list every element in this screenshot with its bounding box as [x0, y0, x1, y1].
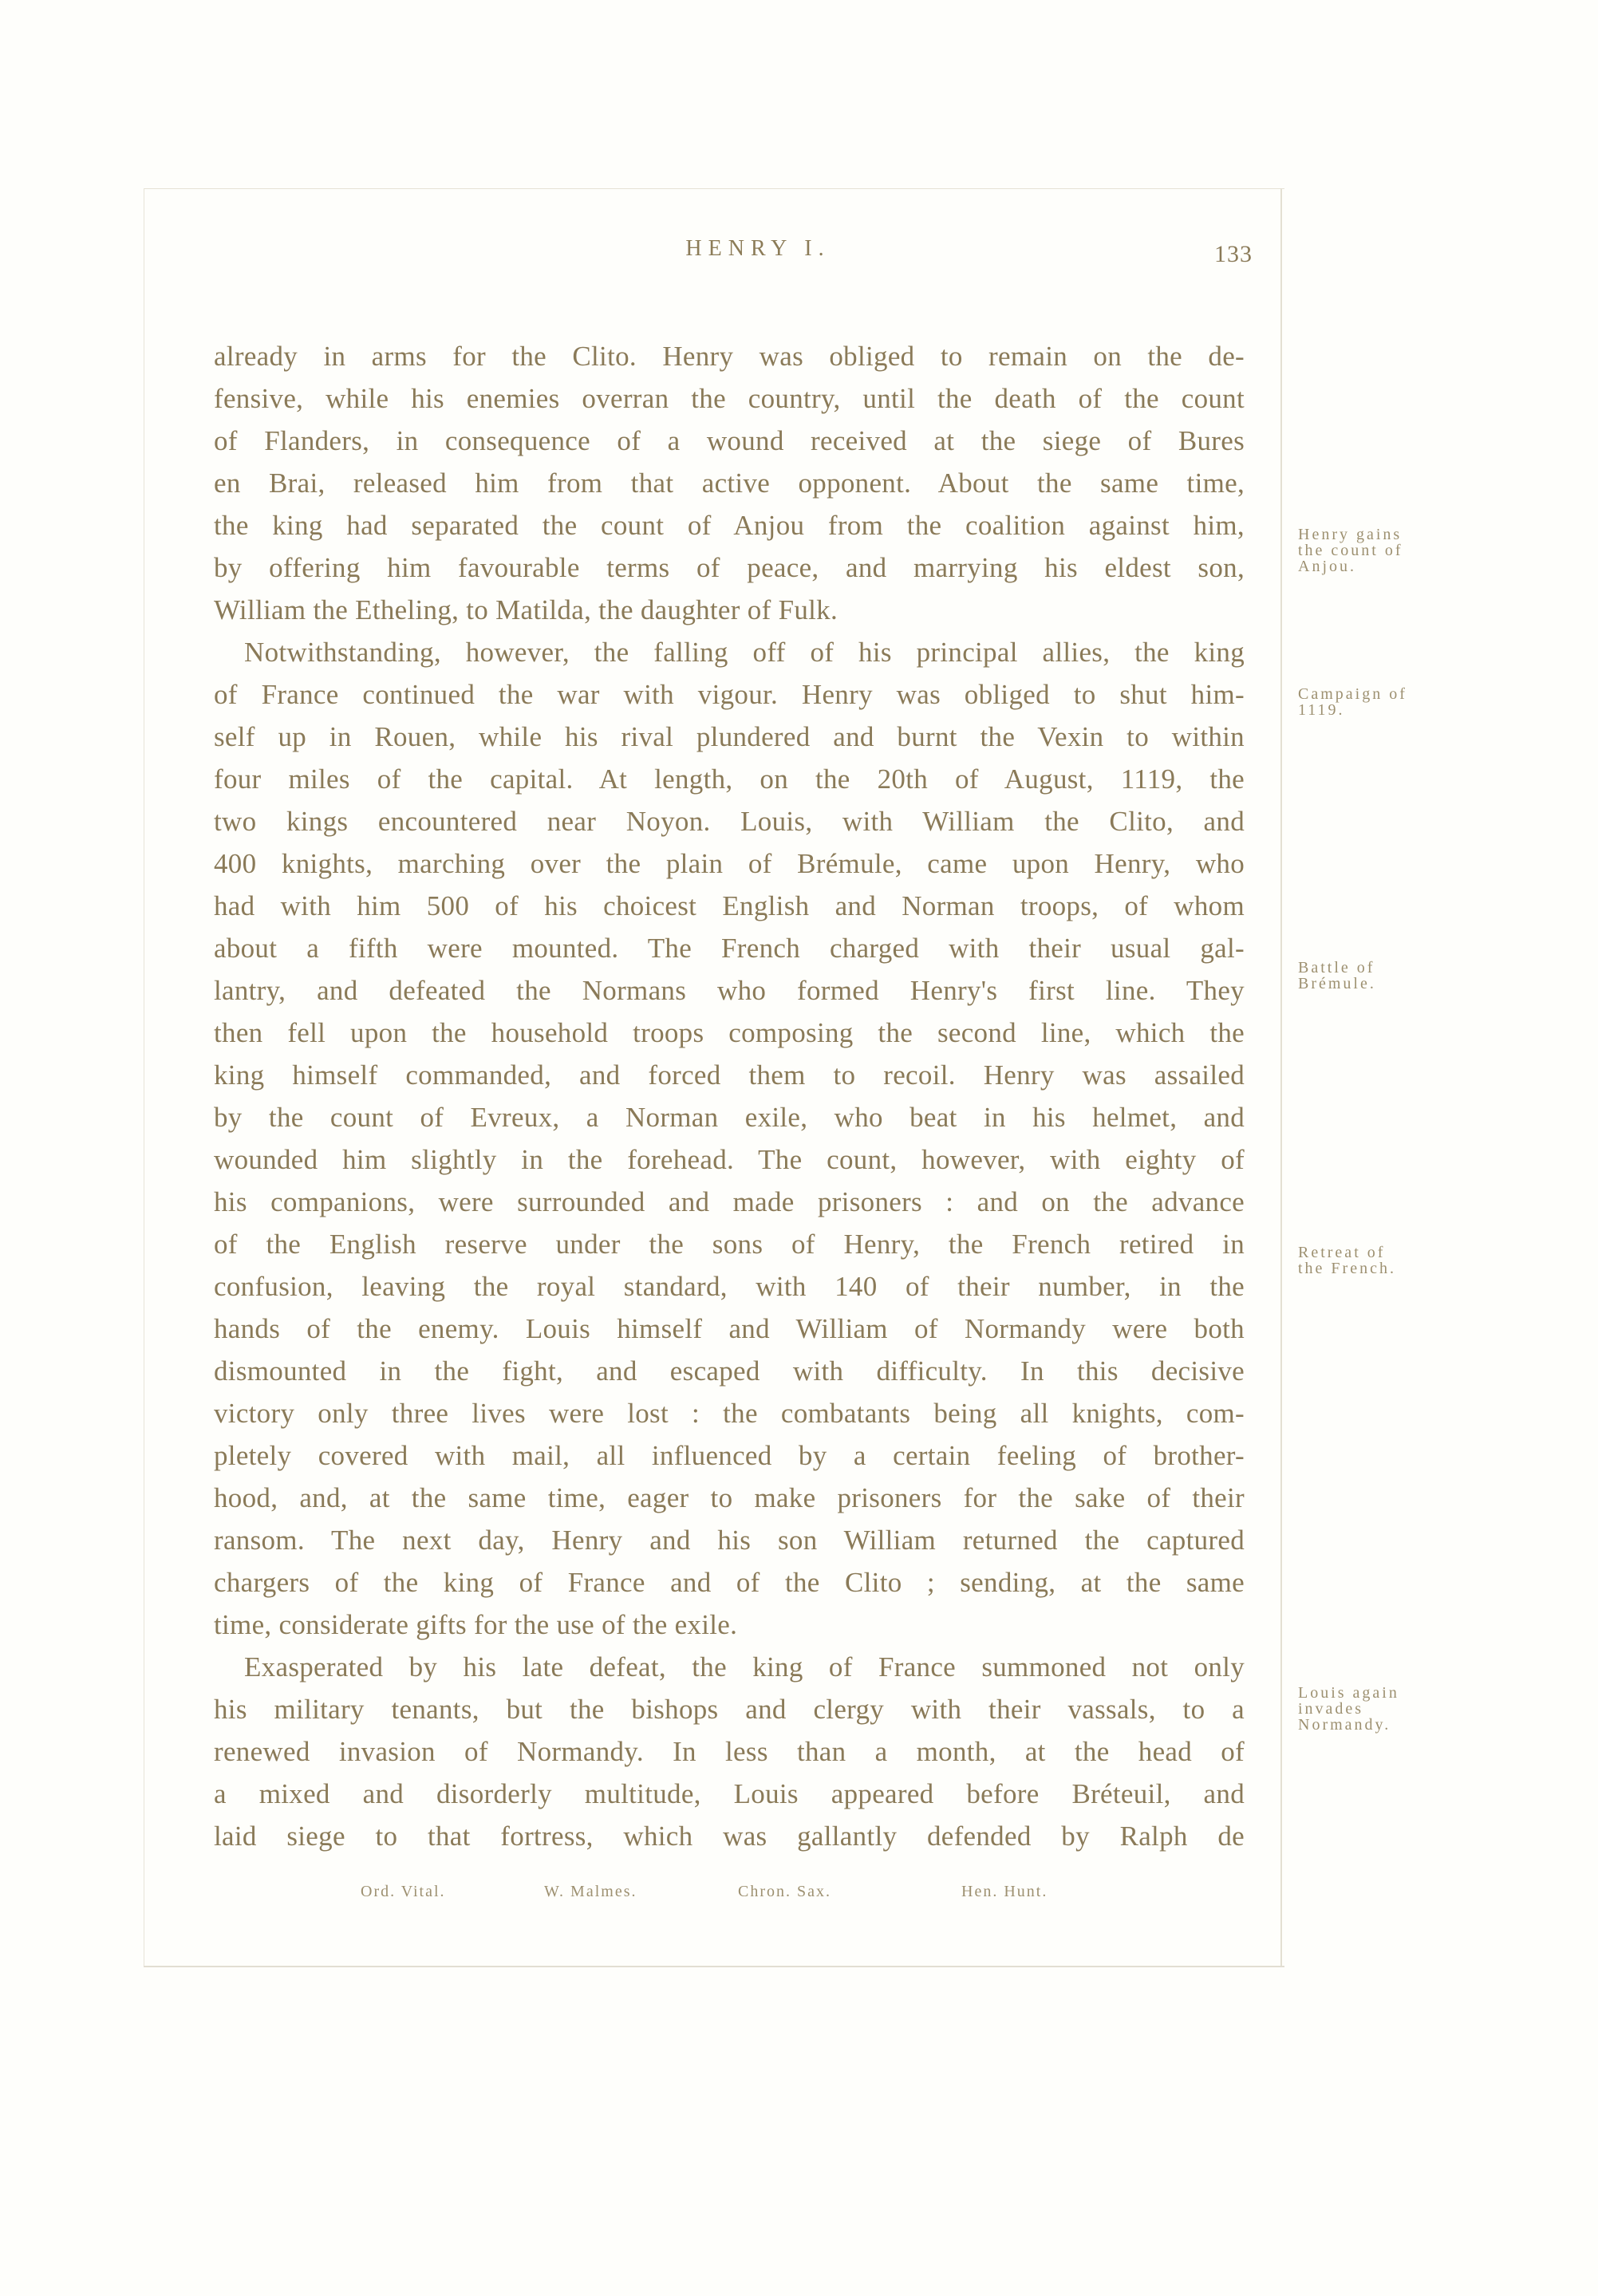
text-line: self up in Rouen, while his rival plundered and burnt the Vexin to within	[214, 721, 1245, 752]
text-line: William the Etheling, to Matilda, the daughter of Fulk.	[214, 594, 838, 625]
text-line: Exasperated by his late defeat, the king of France summoned not only	[244, 1651, 1245, 1683]
text-line: dismounted in the fight, and escaped with difficulty. In this decisive	[214, 1355, 1245, 1387]
margin-rule	[1280, 188, 1282, 1967]
text-line: Notwithstanding, however, the falling off of his principal allies, the king	[244, 637, 1245, 668]
text-line: then fell upon the household troops composing the second line, which the	[214, 1017, 1245, 1048]
text-line: victory only three lives were lost : the combatants being all knights, com-	[214, 1398, 1245, 1429]
footnote-source: W. Malmes.	[544, 1883, 637, 1900]
margin-note-line: the French.	[1298, 1260, 1396, 1277]
text-line: wounded him slightly in the forehead. The count, however, with eighty of	[214, 1144, 1245, 1175]
page-frame-bottom	[144, 1966, 1284, 1967]
margin-note-line: the count of	[1298, 542, 1403, 559]
text-line: his military tenants, but the bishops and clergy with their vassals, to a	[214, 1694, 1245, 1725]
text-line: 400 knights, marching over the plain of Brémule, came upon Henry, who	[214, 848, 1245, 879]
text-line: ransom. The next day, Henry and his son William returned the captured	[214, 1525, 1245, 1556]
margin-note-line: Brémule.	[1298, 975, 1376, 992]
footnote-source: Hen. Hunt.	[961, 1883, 1048, 1900]
body-text	[214, 335, 1245, 1857]
margin-note-louis-invades	[1298, 1685, 1434, 1733]
margin-note-line: Retreat of	[1298, 1244, 1386, 1261]
margin-note-line: Normandy.	[1298, 1716, 1391, 1734]
page-number: 133	[1214, 241, 1253, 267]
running-header: HENRY I.	[685, 236, 831, 261]
text-line: about a fifth were mounted. The French charged with their usual gal-	[214, 933, 1245, 964]
text-line: two kings encountered near Noyon. Louis, with William the Clito, and	[214, 806, 1245, 837]
margin-note-line: Louis again	[1298, 1684, 1399, 1702]
text-line: en Brai, released him from that active opponent. About the same time,	[214, 467, 1245, 499]
text-line: renewed invasion of Normandy. In less than a month, at the head of	[214, 1736, 1245, 1767]
footnote-source: Ord. Vital.	[361, 1883, 446, 1900]
text-line: chargers of the king of France and of the Clito ; sending, at the same	[214, 1567, 1245, 1598]
text-line: a mixed and disorderly multitude, Louis appeared before Bréteuil, and	[214, 1778, 1245, 1809]
text-line: pletely covered with mail, all influenced by a certain feeling of brother-	[214, 1440, 1245, 1471]
margin-note-line: Henry gains	[1298, 526, 1403, 543]
margin-note-line: 1119.	[1298, 701, 1345, 719]
footnote-source: Chron. Sax.	[738, 1883, 831, 1900]
margin-note-henry-gains-anjou	[1298, 527, 1434, 574]
margin-note-line: Anjou.	[1298, 558, 1356, 575]
text-line: four miles of the capital. At length, on the 20th of August, 1119, the	[214, 763, 1245, 795]
text-line: king himself commanded, and forced them to recoil. Henry was assailed	[214, 1059, 1245, 1091]
text-line: of Flanders, in consequence of a wound received at the siege of Bures	[214, 425, 1245, 456]
page-frame-top	[144, 188, 1284, 189]
text-line: his companions, were surrounded and made prisoners : and on the advance	[214, 1186, 1245, 1217]
text-line: time, considerate gifts for the use of the exile.	[214, 1609, 738, 1640]
text-line: confusion, leaving the royal standard, with 140 of their number, in the	[214, 1271, 1245, 1302]
text-line: hands of the enemy. Louis himself and William of Normandy were both	[214, 1313, 1245, 1344]
margin-note-campaign-1119	[1298, 686, 1434, 718]
text-line: had with him 500 of his choicest English and Norman troops, of whom	[214, 890, 1245, 921]
margin-note-line: Campaign of	[1298, 685, 1407, 703]
margin-note-line: Battle of	[1298, 959, 1375, 976]
text-line: the king had separated the count of Anjou from the coalition against him,	[214, 510, 1245, 541]
margin-note-battle-bremule	[1298, 960, 1434, 992]
text-line: lantry, and defeated the Normans who formed Henry's first line. They	[214, 975, 1245, 1006]
margin-note-retreat-french	[1298, 1245, 1434, 1276]
text-line: by the count of Evreux, a Norman exile, who beat in his helmet, and	[214, 1102, 1245, 1133]
text-line: hood, and, at the same time, eager to make prisoners for the sake of their	[214, 1482, 1245, 1513]
text-line: laid siege to that fortress, which was gallantly defended by Ralph de	[214, 1821, 1245, 1852]
text-line: by offering him favourable terms of peace, and marrying his eldest son,	[214, 552, 1245, 583]
text-line: of the English reserve under the sons of Henry, the French retired in	[214, 1229, 1245, 1260]
text-line: already in arms for the Clito. Henry was obliged to remain on the de-	[214, 341, 1245, 372]
margin-note-line: invades	[1298, 1700, 1364, 1718]
text-line: fensive, while his enemies overran the country, until the death of the count	[214, 383, 1245, 414]
text-line: of France continued the war with vigour. Henry was obliged to shut him-	[214, 679, 1245, 710]
